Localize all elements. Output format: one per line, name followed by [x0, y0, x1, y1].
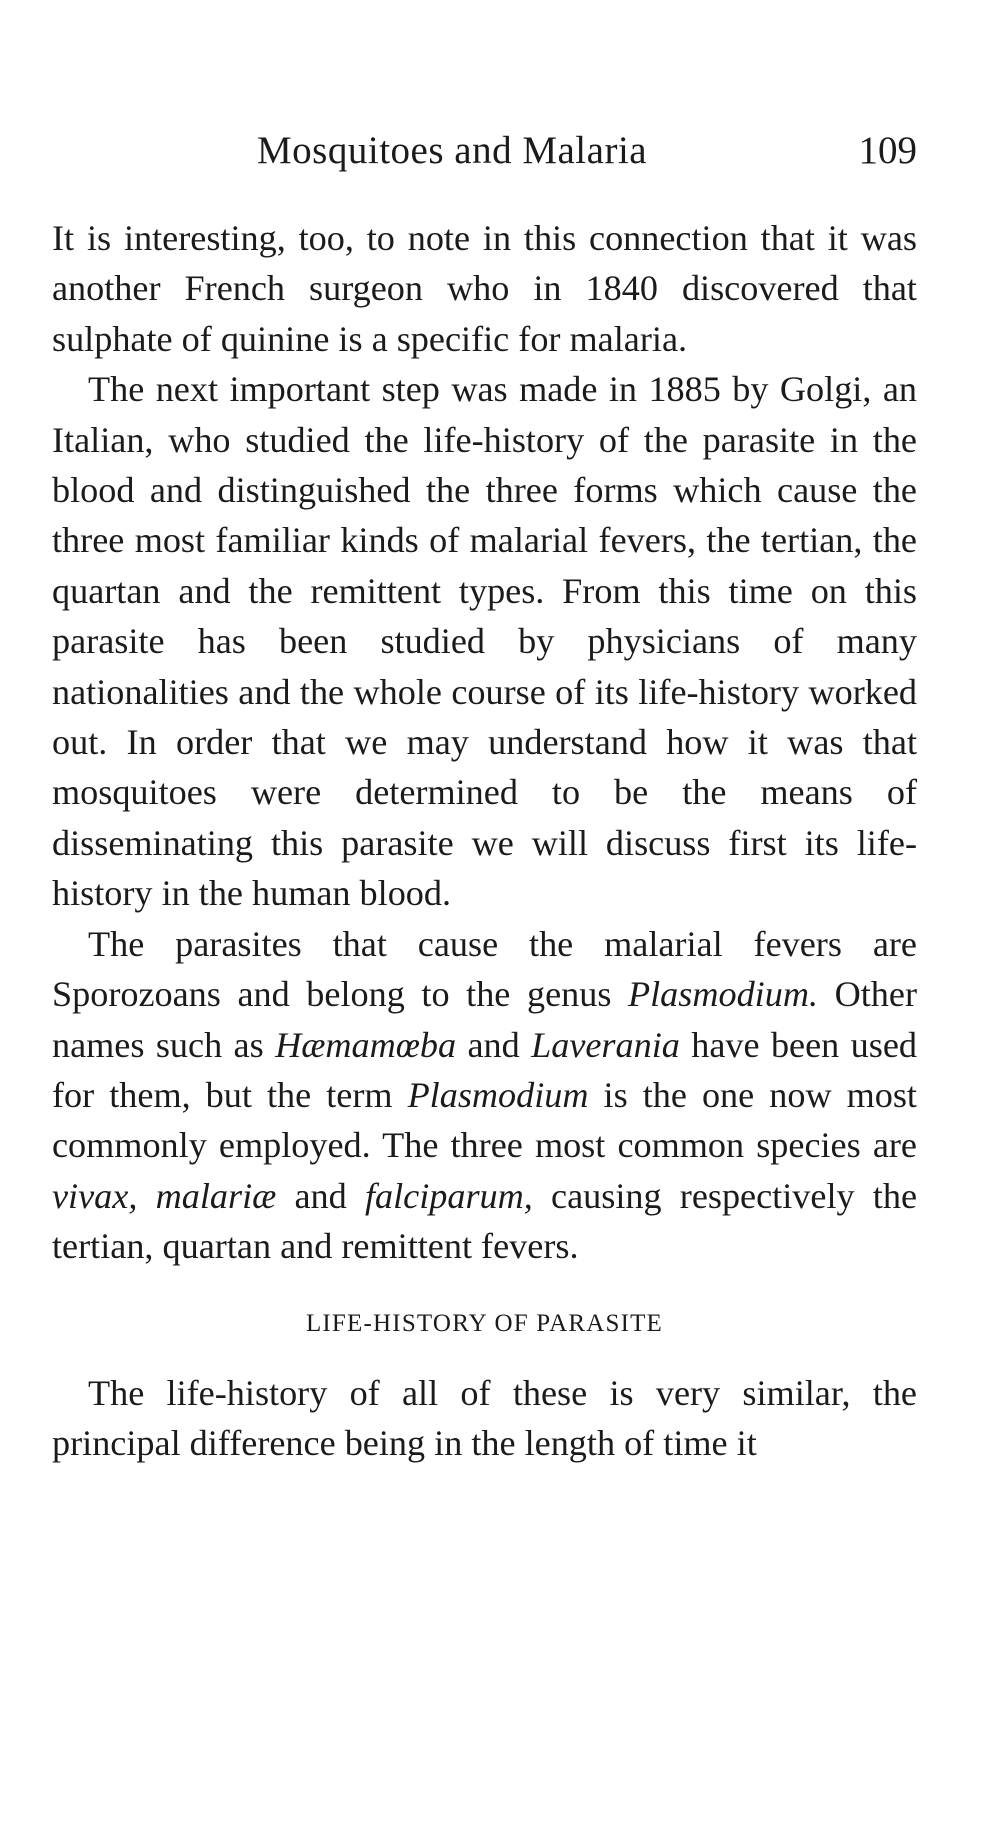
running-title: Mosquitoes and Malaria: [257, 129, 648, 172]
text-run: and: [456, 1024, 532, 1065]
italic-vivax: vivax,: [52, 1175, 138, 1216]
paragraph-quinine: It is interesting, too, to note in this connection that it was another French surgeon who in 1840 discovered that sulphate of quinine is a specific for malaria.: [52, 218, 917, 359]
italic-genus-plasmodium: Plasmodium.: [628, 974, 818, 1015]
text-run: have been used for them, but the term: [52, 1024, 917, 1115]
running-head: [52, 128, 917, 178]
text-run: The parasites that cause the malarial fevers are Sporozoans and belong to the genus: [52, 923, 917, 1015]
italic-haemamoeba: Hæmamœba: [275, 1024, 457, 1065]
body-text: [52, 213, 917, 1468]
section-heading: LIFE-HISTORY OF PARASITE: [305, 1309, 664, 1337]
page-number: 109: [858, 129, 917, 172]
italic-laverania: Laverania: [531, 1024, 680, 1065]
text-run: [137, 1176, 155, 1216]
italic-malariae: malariæ: [155, 1175, 277, 1216]
paragraph-life-history: The life-history of all of these is very similar, the principal difference being in the length of time it: [52, 1372, 917, 1463]
italic-plasmodium-term: Plasmodium: [407, 1074, 589, 1115]
text-run: Other names such as: [52, 974, 917, 1065]
text-run: and: [276, 1175, 365, 1216]
paragraph-golgi: The next important step was made in 1885 by Golgi, an Italian, who studied the life-history of the parasite in the blood and distinguished the three forms which cause the three most familiar kinds of malarial fevers, the tertian, the quartan and the remittent types. From this time on this parasite has been studied by physicians of many nationalities and the whole course of its life-history worked out. In order that we may understand how it was that mosquitoes were determined to be the means of disseminating this parasite we will discuss first its life-history in the human blood.: [52, 369, 917, 914]
paragraph-plasmodium: [52, 919, 917, 1272]
text-run: is the one now most commonly employed. The three most common species are: [52, 1074, 917, 1166]
italic-falciparum: falciparum,: [364, 1175, 533, 1216]
text-run: causing respectively the tertian, quartan and remittent fevers.: [52, 1175, 918, 1267]
